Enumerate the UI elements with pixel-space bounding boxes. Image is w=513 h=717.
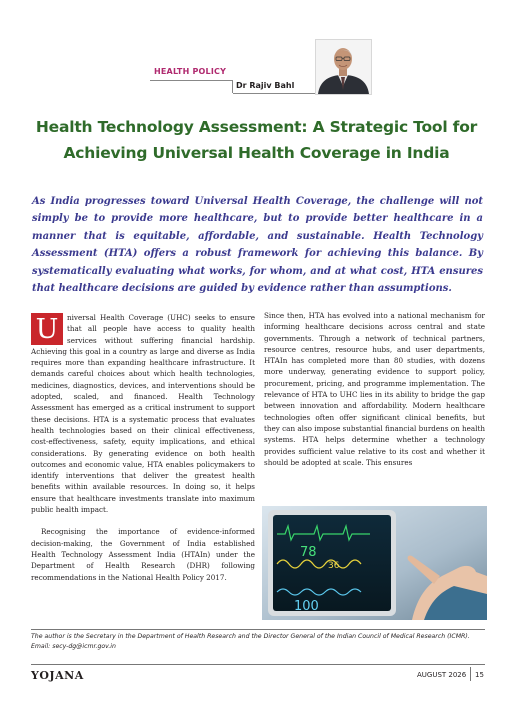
header-divider-vertical — [232, 80, 233, 93]
body-paragraph: Recognising the importance of evidence-informed decision-making, the Government of India established Health Technology Assessment India (HTAIn) under the Department of Health Research (DHR) following recommendations in the National Health Policy 2017. — [31, 527, 255, 582]
patient-monitor-photo — [262, 506, 487, 620]
footer-divider — [31, 664, 485, 665]
drop-cap: U — [31, 313, 63, 345]
footer-separator — [470, 667, 471, 681]
body-column-right — [264, 310, 485, 468]
section-tag: HEALTH POLICY — [154, 67, 227, 76]
article-title — [20, 114, 493, 166]
author-footnote — [31, 632, 486, 652]
article-title-line2: Achieving Universal Health Coverage in India — [63, 144, 450, 162]
issue-date: AUGUST 2026 — [417, 671, 467, 679]
monitor-reading-temperature: 36 — [328, 561, 340, 571]
author-photo — [315, 39, 372, 95]
monitor-reading-heart-rate: 78 — [300, 545, 317, 560]
body-column-left — [31, 312, 255, 583]
magazine-name: YOJANA — [31, 669, 84, 682]
header-divider — [150, 80, 233, 81]
body-paragraph — [31, 312, 255, 515]
article-title-line1: Health Technology Assessment: A Strategic Tool for — [35, 118, 478, 136]
footnote-line: The author is the Secretary in the Department of Health Research and the Director General of the Indian Council of Medical Research (ICMR). — [31, 633, 470, 640]
footnote-divider — [31, 629, 485, 630]
body-paragraph: Since then, HTA has evolved into a national mechanism for informing healthcare decisions across central and state governments. Through a network of technical partners, resource centres, resource hubs, and user departments, HTAIn has completed more than 80 studies, with dozens more underway, generating evidence to support policy, procurement, pricing, and programme implementation. The relevance of HTA to UHC lies in its ability to bridge the gap between innovation and affordability. Modern healthcare technologies often offer significant clinical benefits, but they can also impose substantial financial burdens on health systems. HTA helps determine whether a technology provides sufficient value relative to its cost and whether it should be adopted at scale. This ensures — [264, 311, 485, 467]
author-name: Dr Rajiv Bahl — [236, 81, 295, 90]
author-email: Email: secy-dg@icmr.gov.in — [31, 643, 116, 650]
monitor-reading-spo2: 100 — [294, 599, 319, 614]
page-number: 15 — [475, 671, 484, 679]
body-paragraph-text: niversal Health Coverage (UHC) seeks to ensure that all people have access to quality health services without suffering financial hardship. Achieving this goal in a country as large and diverse as India requires more than expanding healthcare infrastructure. It demands careful choices about which health technologies, medicines, diagnostics, devices, and interventions should be adopted, scaled, and financed. Health Technology Assessment has emerged as a critical instrument to support these decisions. HTA is a systematic process that evaluates health technologies based on their clinical effectiveness, cost-effectiveness, safety, equity implications, and ethical considerations. By generating evidence on both health outcomes and economic value, HTA enables policymakers to identify interventions that deliver the greatest health benefits within available resources. In doing so, it helps ensure that healthcare investments translate into maximum public health impact. — [31, 313, 255, 515]
article-intro: As India progresses toward Universal Health Coverage, the challenge will not simply be to provide more healthcare, but to provide better healthcare in a manner that is equitable, affordable, and sustainable. Health Technology Assessment (HTA) offers a robust framework for achieving this balance. By systematically evaluating what works, for whom, and at what cost, HTA ensures that healthcare decisions are guided by evidence rather than assumptions. — [32, 196, 483, 295]
